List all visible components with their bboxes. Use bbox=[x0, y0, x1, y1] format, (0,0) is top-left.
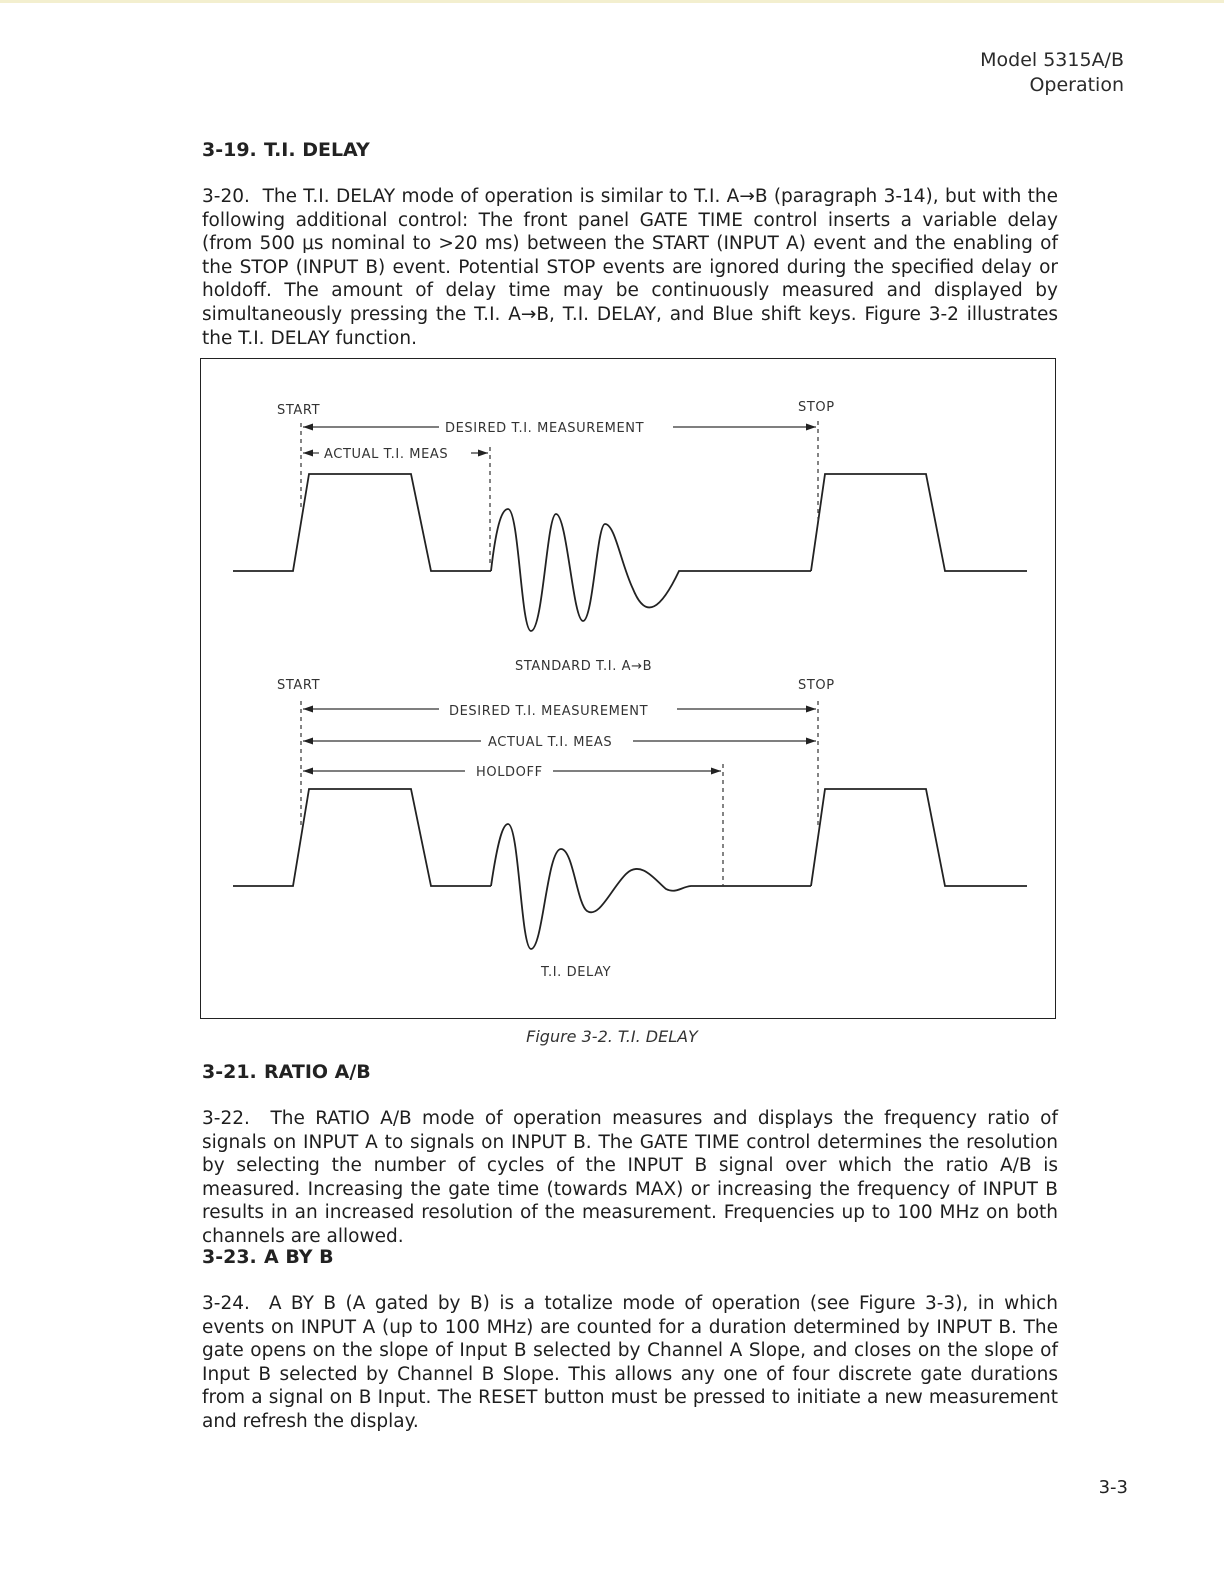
section-number: 3-23. bbox=[202, 1246, 257, 1268]
running-header bbox=[980, 48, 1124, 98]
bottom-actual-label: ACTUAL T.I. MEAS bbox=[488, 735, 613, 750]
section-heading-3-23 bbox=[202, 1246, 334, 1268]
top-stop-label: STOP bbox=[798, 400, 835, 415]
section-heading-3-19 bbox=[202, 139, 370, 161]
bottom-holdoff-label: HOLDOFF bbox=[476, 765, 543, 780]
section-number: 3-19. bbox=[202, 139, 257, 161]
top-desired-label: DESIRED T.I. MEASUREMENT bbox=[445, 421, 645, 436]
paragraph-text: The T.I. DELAY mode of operation is similar to T.I. A→B (paragraph 3-14), but with the following additional control: The front panel GATE TIME control inserts a variable delay (from 500 μs nominal to >20 ms) between the START (INPUT A) event and the enabling of the STOP (INPUT B) event. Potential STOP events are ignored during the specified delay or holdoff. The amount of delay time may be continuously measured and displayed by simultaneously pressing the T.I. A→B, T.I. DELAY, and Blue shift keys. Figure 3-2 illustrates the T.I. DELAY function. bbox=[202, 186, 1058, 349]
paragraph-3-22 bbox=[202, 1107, 1058, 1249]
top-oscillation bbox=[491, 509, 811, 631]
header-section: Operation bbox=[1029, 74, 1124, 96]
top-title-label: STANDARD T.I. A→B bbox=[515, 659, 653, 674]
section-title: RATIO A/B bbox=[264, 1061, 371, 1083]
bottom-oscillation bbox=[491, 824, 811, 949]
bottom-stop-label: STOP bbox=[798, 678, 835, 693]
bottom-title-label: T.I. DELAY bbox=[541, 965, 612, 980]
timing-diagram bbox=[201, 359, 1057, 1020]
paragraph-3-24 bbox=[202, 1292, 1058, 1434]
top-start-label: START bbox=[277, 403, 321, 418]
top-stop-pulse bbox=[811, 474, 1027, 571]
paragraph-number: 3-24. bbox=[202, 1293, 250, 1314]
paragraph-text: The RATIO A/B mode of operation measures and displays the frequency ratio of signals on INPUT A to signals on INPUT B. The GATE TIME control determines the resolution by selecting the number of cycles of the INPUT B signal over which the ratio A/B is measured. Increasing the gate time (towards MAX) or increasing the frequency of INPUT B results in an increased resolution of the measurement. Frequencies up to 100 MHz on both channels are allowed. bbox=[202, 1108, 1058, 1247]
top-edge bbox=[0, 0, 1224, 3]
section-number: 3-21. bbox=[202, 1061, 257, 1083]
paragraph-text: A BY B (A gated by B) is a totalize mode of operation (see Figure 3-3), in which events on INPUT A (up to 100 MHz) are counted for a duration determined by INPUT B. The gate opens on the slope of Input B selected by Channel A Slope, and closes on the slope of Input B selected by Channel B Slope. This allows any one of four discrete gate durations from a signal on B Input. The RESET button must be pressed to initiate a new measurement and refresh the display. bbox=[202, 1293, 1058, 1432]
bottom-start-pulse bbox=[233, 789, 491, 886]
header-model: Model 5315A/B bbox=[980, 49, 1124, 71]
bottom-stop-pulse bbox=[811, 789, 1027, 886]
paragraph-3-20 bbox=[202, 185, 1058, 350]
section-title: T.I. DELAY bbox=[264, 139, 370, 161]
bottom-start-label: START bbox=[277, 678, 321, 693]
bottom-desired-label: DESIRED T.I. MEASUREMENT bbox=[449, 704, 649, 719]
top-actual-label: ACTUAL T.I. MEAS bbox=[324, 447, 449, 462]
top-start-pulse bbox=[233, 474, 491, 571]
page-number: 3-3 bbox=[1098, 1477, 1128, 1498]
paragraph-number: 3-20. bbox=[202, 186, 250, 207]
section-heading-3-21 bbox=[202, 1061, 371, 1083]
section-title: A BY B bbox=[264, 1246, 334, 1268]
figure-caption: Figure 3-2. T.I. DELAY bbox=[526, 1027, 698, 1046]
figure-3-2 bbox=[200, 358, 1056, 1019]
paragraph-number: 3-22. bbox=[202, 1108, 250, 1129]
